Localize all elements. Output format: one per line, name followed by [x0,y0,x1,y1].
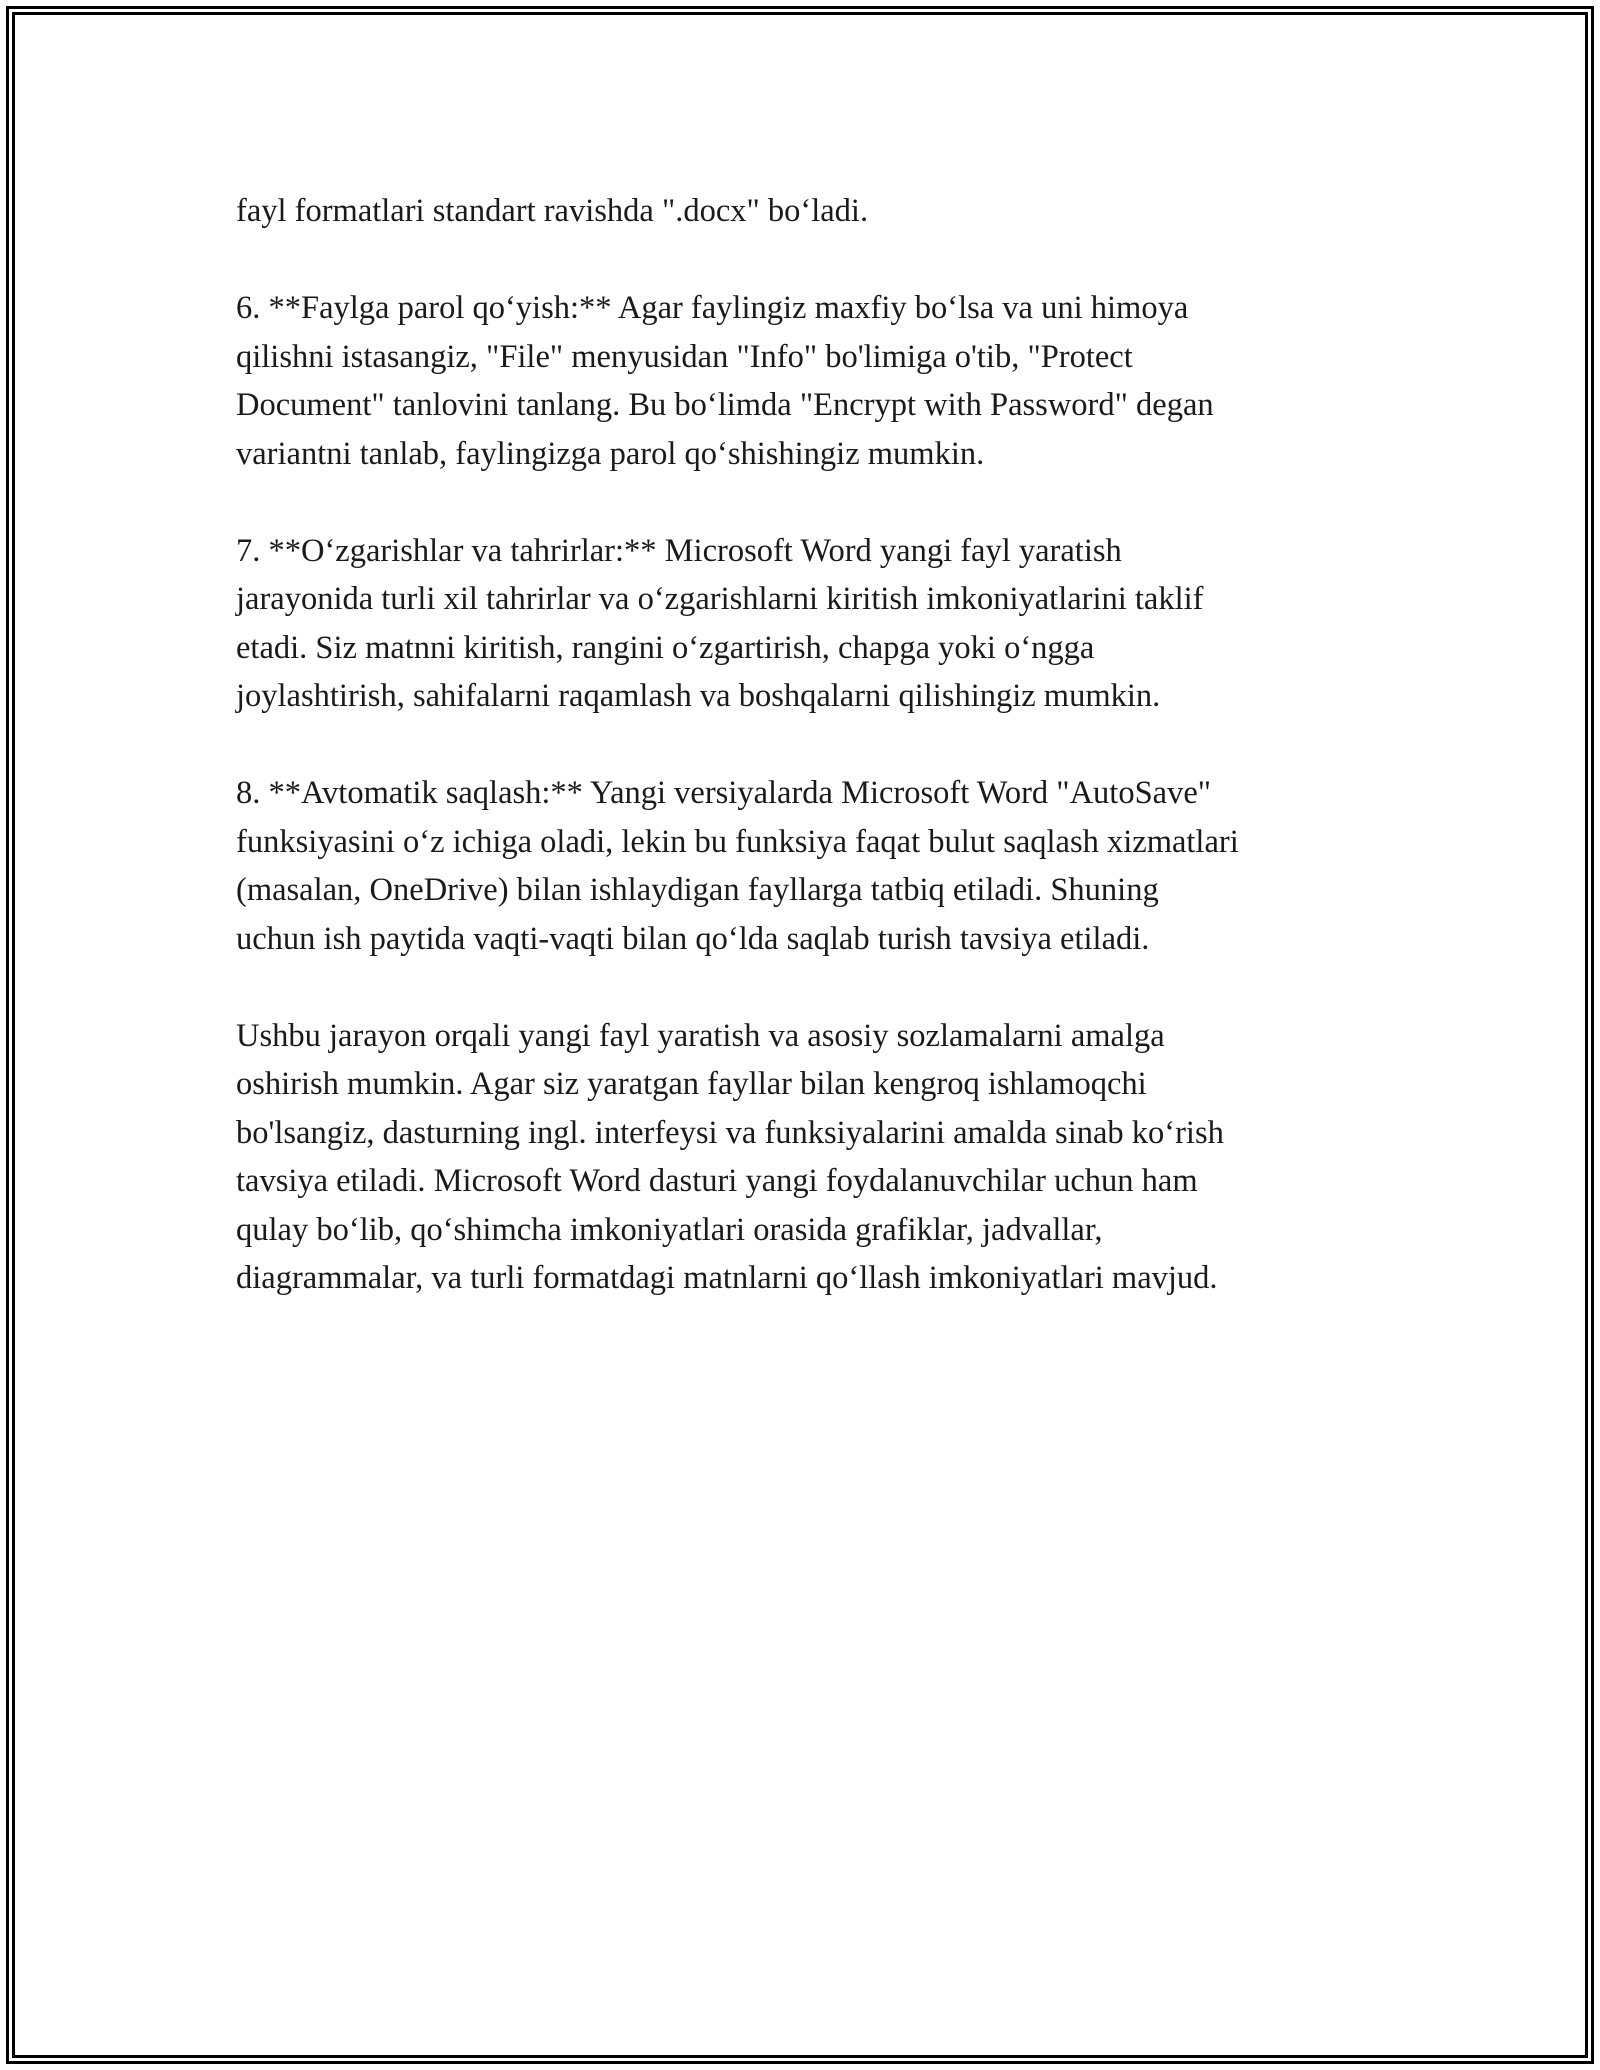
text-line: 6. **Faylga parol qo‘yish:** Agar faylingiz maxfiy bo‘lsa va uni himoya [236,290,1189,326]
paragraph-intro [236,187,1386,236]
text-line: (masalan, OneDrive) bilan ishlaydigan fayllarga tatbiq etiladi. Shuning [236,872,1159,908]
text-line: 8. **Avtomatik saqlash:** Yangi versiyalarda Microsoft Word "AutoSave" [236,775,1212,811]
text-line: 7. **O‘zgarishlar va tahrirlar:** Microsoft Word yangi fayl yaratish [236,532,1122,569]
text-line: jarayonida turli xil tahrirlar va o‘zgarishlarni kiritish imkoniyatlarini taklif [236,581,1204,617]
text-line: diagrammalar, va turli formatdagi matnlarni qo‘llash imkoniyatlari mavjud. [236,1260,1218,1296]
text-line: tavsiya etiladi. Microsoft Word dasturi yangi foydalanuvchilar uchun ham [236,1163,1198,1199]
document-body [236,187,1386,1351]
text-line: Document" tanlovini tanlang. Bu bo‘limda "Encrypt with Password" degan [236,387,1214,423]
text-line: oshirish mumkin. Agar siz yaratgan fayllar bilan kengroq ishlamoqchi [236,1066,1147,1102]
paragraph-step-8 [236,769,1386,963]
paragraph-step-6 [236,284,1386,478]
text-line: Ushbu jarayon orqali yangi fayl yaratish va asosiy sozlamalarni amalga [236,1017,1165,1054]
text-line: variantni tanlab, faylingizga parol qo‘shishingiz mumkin. [236,435,985,472]
text-line: bo'lsangiz, dasturning ingl. interfeysi va funksiyalarini amalda sinab ko‘rish [236,1114,1224,1151]
text-line: qilishni istasangiz, "File" menyusidan "Info" bo'limiga o'tib, "Protect [236,338,1133,375]
text-line: uchun ish paytida vaqti-vaqti bilan qo‘lda saqlab turish tavsiya etiladi. [236,920,1150,957]
text-line: joylashtirish, sahifalarni raqamlash va boshqalarni qilishingiz mumkin. [236,678,1161,714]
text-line: etadi. Siz matnni kiritish, rangini o‘zgartirish, chapga yoki o‘ngga [236,629,1095,666]
text-line: qulay bo‘lib, qo‘shimcha imkoniyatlari orasida grafiklar, jadvallar, [236,1211,1103,1248]
paragraph-conclusion [236,1012,1386,1303]
text-line: funksiyasini o‘z ichiga oladi, lekin bu funksiya faqat bulut saqlash xizmatlari [236,823,1239,860]
paragraph-step-7 [236,527,1386,721]
text-line: fayl formatlari standart ravishda ".docx" bo‘ladi. [236,193,869,229]
